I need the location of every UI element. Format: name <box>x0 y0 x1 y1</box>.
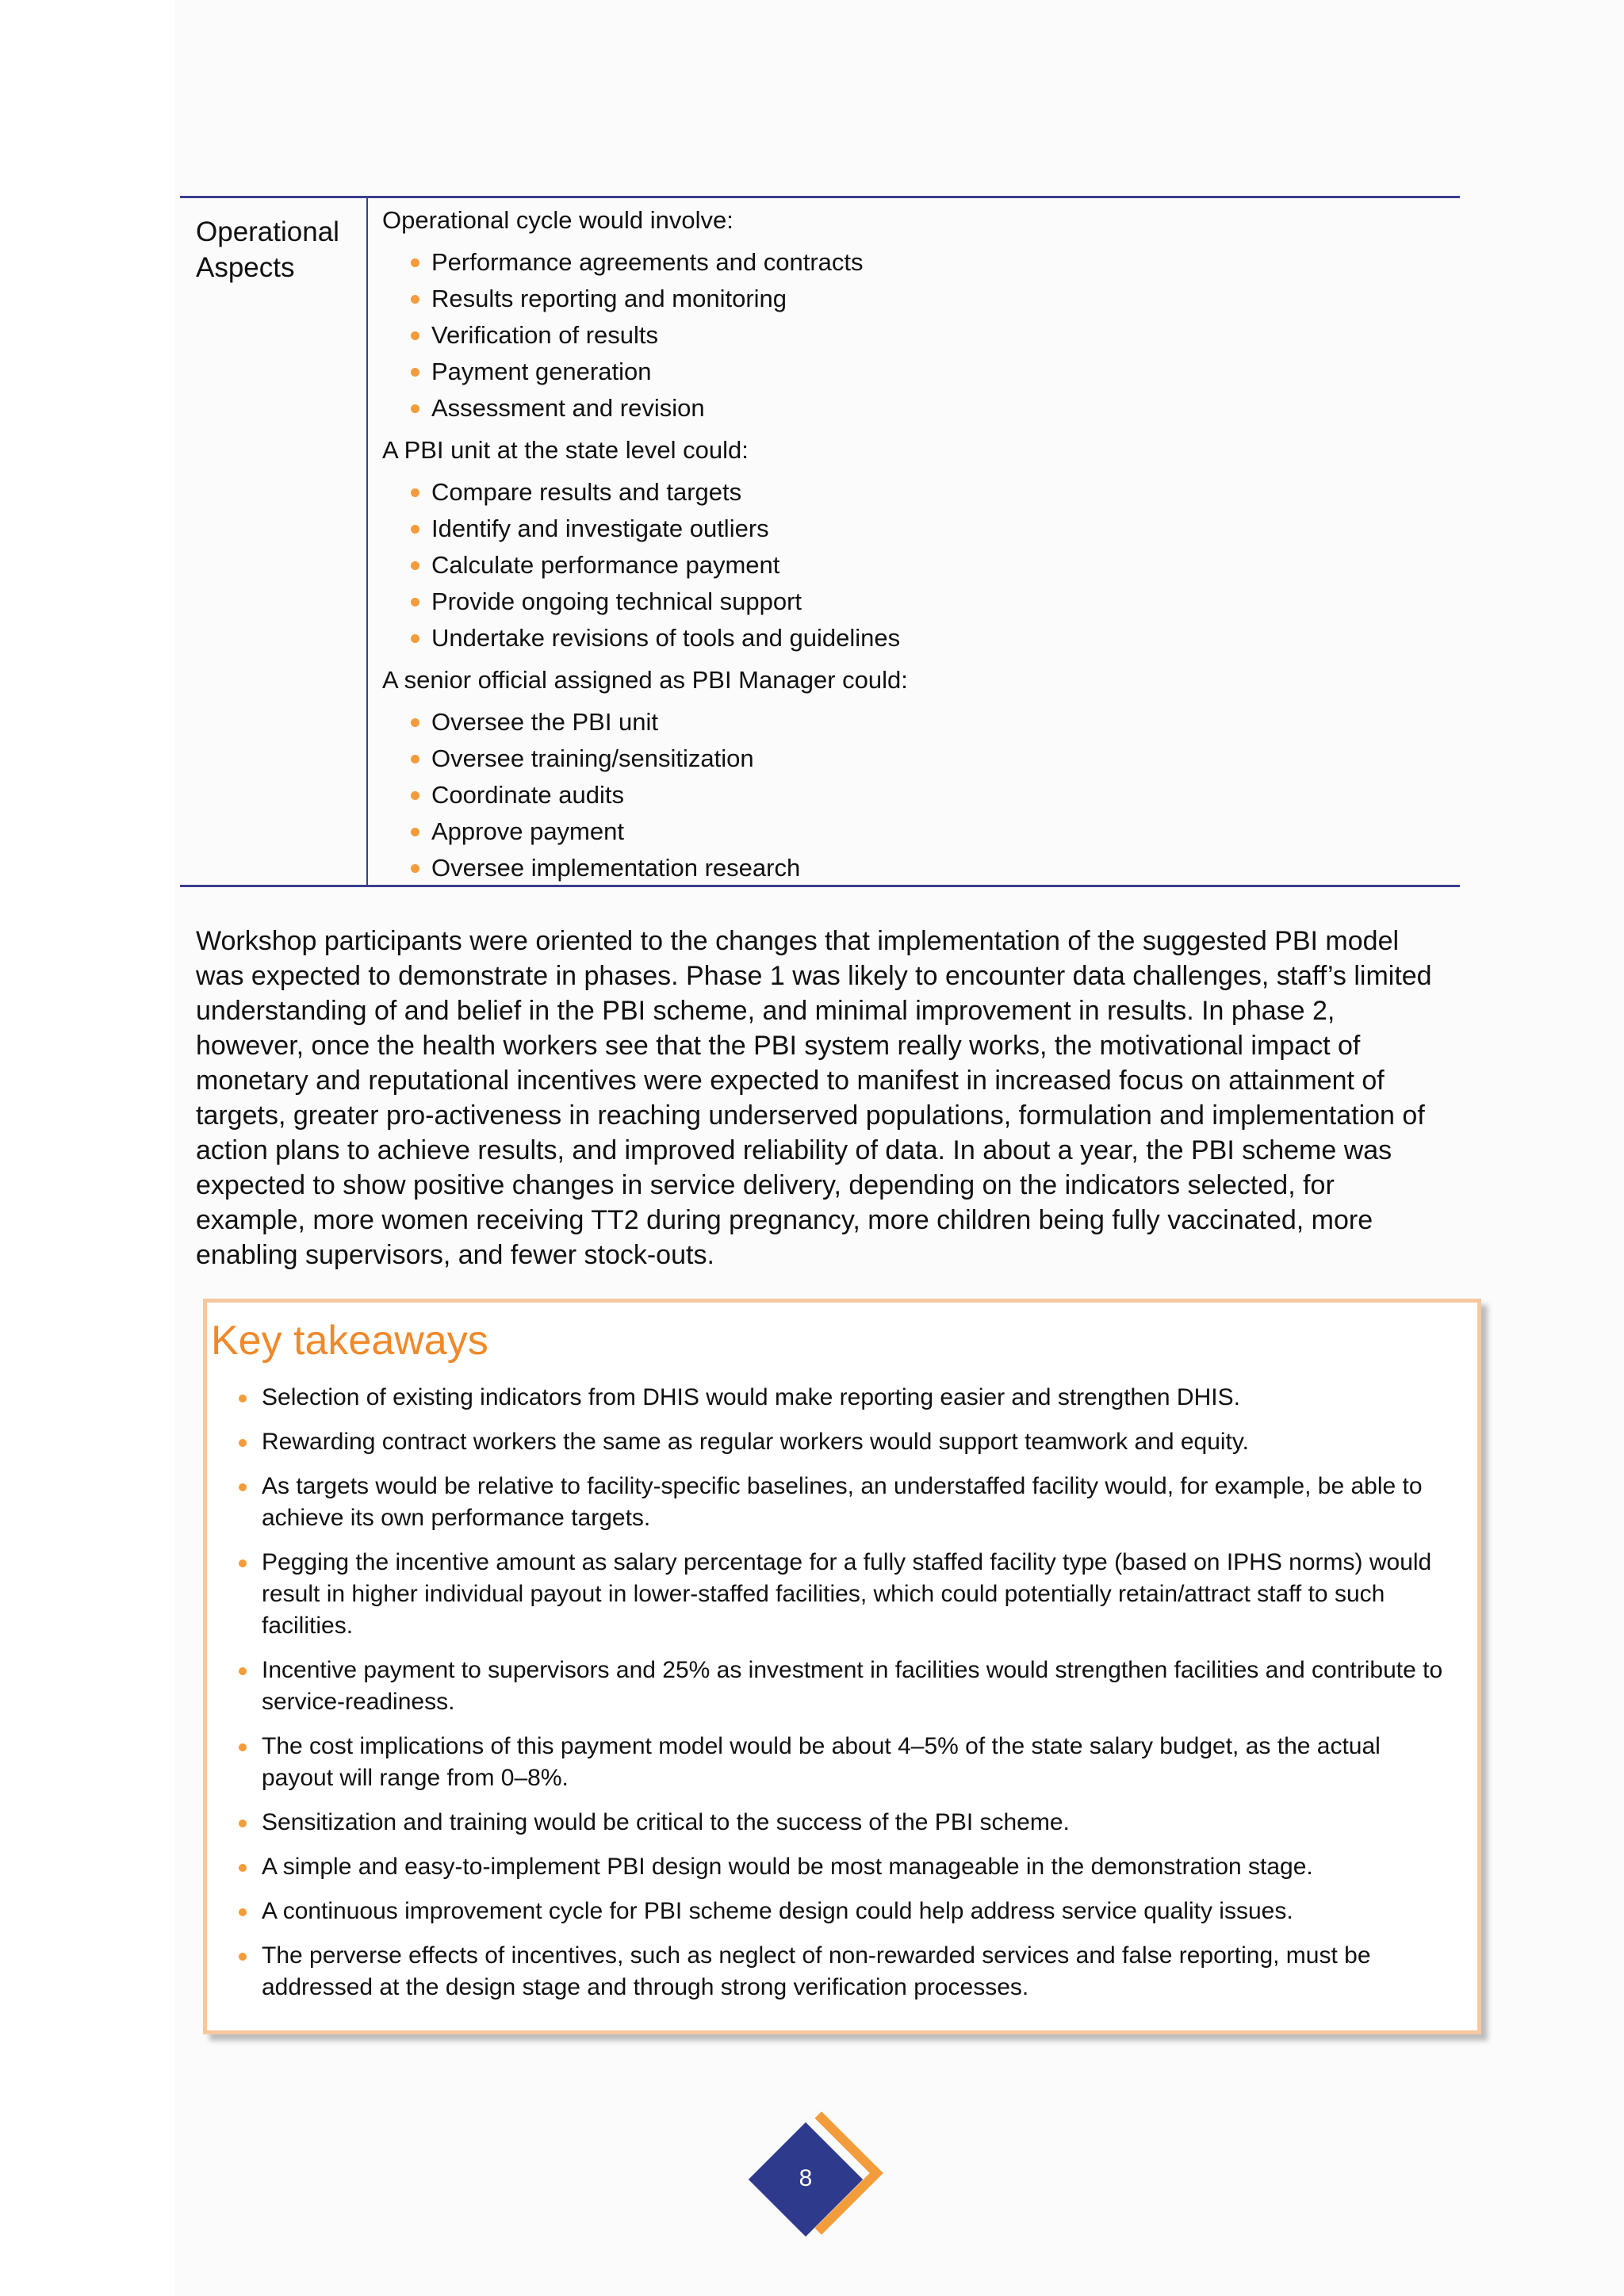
bullet-icon <box>411 598 419 607</box>
operational-aspects-table <box>180 196 1460 887</box>
bullet-icon <box>239 1908 247 1916</box>
table-content-cell <box>382 205 1437 886</box>
section-list <box>382 474 1437 656</box>
key-takeaways-title: Key takeaways <box>211 1318 488 1364</box>
list-item: Incentive payment to supervisors and 25% as investment in facilities would strengthen facilities and contribute to service-readiness. <box>239 1655 1452 1718</box>
list-item: Verification of results <box>406 317 1437 354</box>
bullet-icon <box>411 634 419 643</box>
list-item: Oversee the PBI unit <box>406 704 1437 740</box>
list-item: Pegging the incentive amount as salary percentage for a fully staffed facility type (based on IPHS norms) would result in higher individual payout in lower-staffed facilities, which could potentially retain/attract staff to such facilities. <box>239 1547 1452 1642</box>
key-takeaways-box <box>203 1299 1481 2034</box>
table-row-label: Operational Aspects <box>196 216 339 283</box>
column-divider <box>366 198 368 885</box>
bullet-icon <box>411 404 419 413</box>
list-item: Selection of existing indicators from DHIS would make reporting easier and strengthen DHIS. <box>239 1382 1452 1414</box>
bullet-icon <box>411 368 419 377</box>
bullet-icon <box>411 525 419 534</box>
section-title: A senior official assigned as PBI Manager could: <box>382 666 908 694</box>
bullet-icon <box>239 1439 247 1447</box>
page-number: 8 <box>799 2165 813 2191</box>
bullet-icon <box>239 1395 247 1402</box>
page-number-badge <box>759 2114 886 2248</box>
list-item: Identify and investigate outliers <box>406 511 1437 547</box>
bullet-icon <box>239 1559 247 1567</box>
list-item: Payment generation <box>406 354 1437 390</box>
list-item: Assessment and revision <box>406 390 1437 427</box>
bullet-icon <box>411 295 419 304</box>
list-item: Provide ongoing technical support <box>406 584 1437 620</box>
section-list <box>382 244 1437 427</box>
bullet-icon <box>411 331 419 340</box>
bullet-icon <box>239 1483 247 1491</box>
list-item: A continuous improvement cycle for PBI scheme design could help address service quality issues. <box>239 1896 1452 1927</box>
key-takeaways-list <box>239 1382 1452 2016</box>
bullet-icon <box>239 1743 247 1751</box>
list-item: Coordinate audits <box>406 777 1437 813</box>
body-paragraph: Workshop participants were oriented to the changes that implementation of the suggested PBI model was expected to demonstrate in phases. Phase 1 was likely to encounter data challenges, staff’s limited understanding of and belief in the PBI scheme, and minimal improvement in results. In phase 2, however, once the health workers see that the PBI system really works, the motivational impact of monetary and reputational incentives were expected to manifest in increased focus on attainment of targets, greater pro-activeness in reaching underserved populations, formulation and implementation of action plans to achieve results, and improved reliability of data. In about a year, the PBI scheme was expected to show positive changes in service delivery, depending on the indicators selected, for example, more women receiving TT2 during pregnancy, more children being fully vaccinated, more enabling supervisors, and fewer stock-outs. <box>196 926 1432 1270</box>
ops-section <box>382 434 1437 656</box>
bullet-icon <box>411 488 419 497</box>
bullet-icon <box>411 864 419 873</box>
list-item: Undertake revisions of tools and guidelines <box>406 620 1437 656</box>
bullet-icon <box>239 1820 247 1827</box>
bullet-icon <box>239 1864 247 1872</box>
list-item: Approve payment <box>406 813 1437 850</box>
bullet-icon <box>239 1667 247 1675</box>
bullet-icon <box>411 755 419 763</box>
list-item: A simple and easy-to-implement PBI design would be most manageable in the demonstration stage. <box>239 1851 1452 1883</box>
section-list <box>382 704 1437 886</box>
bullet-icon <box>411 258 419 267</box>
ops-section <box>382 205 1437 427</box>
section-title: A PBI unit at the state level could: <box>382 436 749 464</box>
bullet-icon <box>411 828 419 836</box>
bullet-icon <box>239 1953 247 1961</box>
list-item: As targets would be relative to facility-specific baselines, an understaffed facility would, for example, be able to achieve its own performance targets. <box>239 1471 1452 1534</box>
list-item: Performance agreements and contracts <box>406 244 1437 281</box>
list-item: Rewarding contract workers the same as regular workers would support teamwork and equity. <box>239 1426 1452 1458</box>
bullet-icon <box>411 718 419 727</box>
list-item: The cost implications of this payment model would be about 4–5% of the state salary budget, as the actual payout will range from 0–8%. <box>239 1731 1452 1794</box>
bullet-icon <box>411 791 419 800</box>
section-title: Operational cycle would involve: <box>382 206 733 234</box>
bullet-icon <box>411 561 419 570</box>
list-item: Compare results and targets <box>406 474 1437 511</box>
list-item: Results reporting and monitoring <box>406 281 1437 317</box>
list-item: Oversee training/sensitization <box>406 740 1437 777</box>
list-item: Sensitization and training would be critical to the success of the PBI scheme. <box>239 1807 1452 1839</box>
list-item: Calculate performance payment <box>406 547 1437 584</box>
list-item: The perverse effects of incentives, such as neglect of non-rewarded services and false reporting, must be addressed at the design stage and through strong verification processes. <box>239 1940 1452 2003</box>
list-item: Oversee implementation research <box>406 850 1437 886</box>
ops-section <box>382 664 1437 886</box>
